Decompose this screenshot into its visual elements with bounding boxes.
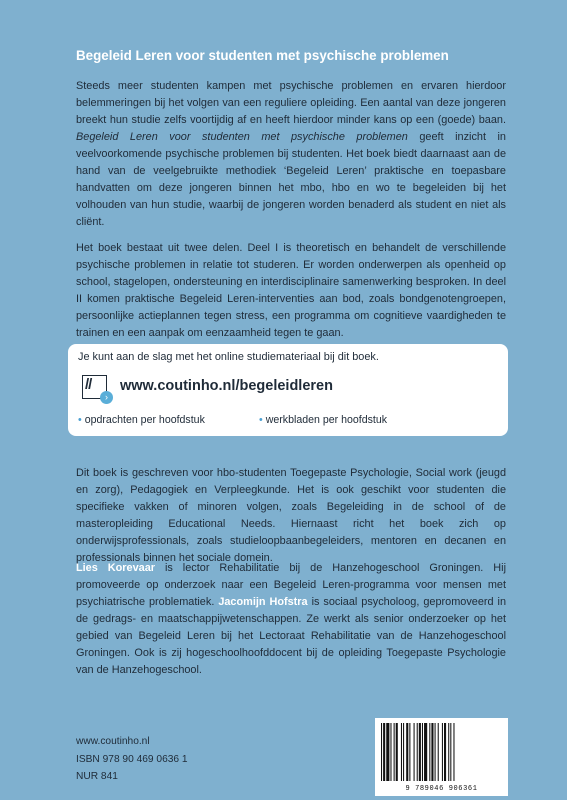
isbn-line: ISBN 978 90 469 0636 1 [76, 753, 188, 765]
barcode-bar [414, 723, 415, 781]
barcode-bar [401, 723, 402, 781]
barcode-bar [442, 723, 443, 781]
bullet-assignments [78, 414, 205, 426]
barcode-bar [424, 723, 427, 781]
online-material-logo-icon [82, 375, 108, 402]
arrow-right-icon: › [100, 391, 113, 404]
barcode-bar [406, 723, 408, 781]
barcode-bar [448, 723, 449, 781]
barcode-bar [435, 723, 436, 781]
barcode-bar [431, 723, 433, 781]
barcode-bar [417, 723, 418, 781]
author-name-korevaar: Lies Korevaar [76, 562, 155, 574]
publisher-website[interactable]: www.coutinho.nl [76, 736, 150, 747]
barcode-bar [383, 723, 385, 781]
publication-info [76, 733, 188, 786]
barcode-bar [429, 723, 430, 781]
intro-paragraph [76, 78, 506, 231]
barcode-number: 9 789046 906361 [405, 785, 478, 793]
barcode-bar [396, 723, 398, 781]
barcode-bar [390, 723, 391, 781]
bullet-assignments-label: opdrachten per hoofdstuk [84, 414, 205, 426]
barcode-bar [450, 723, 451, 781]
intro-text-end: geeft inzicht in veelvoorkomende psychische problemen bij studenten. Het boek biedt daarnaast aan de hand van de veelgebruikte methodiek ‘Begeleid Leren’ praktische en toepasbare handvatten om deze jongeren binnen het mbo, hbo en wo te begeleiden bij het volhouden van hun studie, waarbij de jongeren worden benaderd als student en niet als cliënt. [76, 131, 506, 229]
bullet-icon: • [259, 414, 263, 426]
intro-text-start: Steeds meer studenten kampen met psychische problemen en ervaren hierdoor belemmeringen bij het volgen van een reguliere opleiding. Een aantal van deze jongeren breekt hun studie zelfs voortijdig af en heeft hierdoor minder kans op een (goede) baan. [76, 80, 506, 127]
barcode-bar [419, 723, 421, 781]
online-material-url[interactable]: www.coutinho.nl/begeleidleren [120, 378, 333, 394]
barcode-bar [381, 723, 382, 781]
author-bio-hofstra: is sociaal psycholoog, gepromoveerd in de gedrags- en maatschappijwetenschappen. Ze werkt als senior onderzoeker op het gebied van Begeleid Leren bij het Lectoraat Rehabilitatie van de Hanzehogeschool Groningen. Ook is zij hogeschoolhoofddocent bij de opleiding Toegepaste Psychologie van de Hanzehogeschool. [76, 596, 507, 677]
barcode-bar [422, 723, 423, 781]
author-name-hofstra: Jacomijn Hofstra [218, 596, 308, 609]
bullet-icon: • [78, 414, 82, 426]
back-cover-title: Begeleid Leren voor studenten met psychische problemen [76, 48, 449, 63]
barcode-bar [453, 723, 454, 781]
isbn-barcode [375, 718, 508, 796]
barcode-bar [403, 723, 404, 781]
barcode-bar [438, 723, 439, 781]
structure-paragraph: Het boek bestaat uit twee delen. Deel I is theoretisch en behandelt de verschillende psychische problemen in relatie tot studeren. Er worden onderwerpen als openheid op school, stagelopen, ondersteuning en interdisciplinaire samenwerking besproken. In deel II komen praktische Begeleid Leren-interventies aan bod, zoals bondgenotengroepen, persoonlijke actieplannen tegen stress, een programma om cognitieve vaardigheden te trainen en een aanpak om eenzaamheid tegen te gaan. [76, 242, 506, 340]
logo-bars-icon: // [85, 376, 92, 393]
online-material-intro: Je kunt aan de slag met het online studiemateriaal bij dit boek. [78, 351, 379, 363]
online-material-box [68, 344, 508, 436]
bullet-worksheets [259, 414, 387, 426]
authors-paragraph [76, 560, 506, 679]
bullet-worksheets-label: werkbladen per hoofdstuk [265, 414, 388, 426]
barcode-bars [381, 723, 502, 781]
barcode-bar [386, 723, 389, 781]
nur-line: NUR 841 [76, 771, 118, 782]
barcode-bar [444, 723, 446, 781]
audience-paragraph: Dit boek is geschreven voor hbo-studenten Toegepaste Psychologie, Social work (jeugd en zorg), Pedagogiek en Verpleegkunde. Het is ook geschikt voor studenten die specifieke vakken of minoren volgen, zoals Begeleiding in de school of de masteropleiding Educational Needs. Hiernaast richt het boek zich op onderwijsprofessionals, zoals studieloopbaanbegeleiders, mentoren en decanen en professionals binnen het sociale domein. [76, 467, 506, 565]
barcode-bar [409, 723, 410, 781]
author-bio-korevaar: is lector Rehabilitatie bij de Hanzehogeschool Groningen. Hij promoveerde op onderzoek naar een Begeleid Leren-programma voor mensen met psychiatrische problematiek. [76, 562, 506, 609]
barcode-bar [394, 723, 395, 781]
book-title-italic: Begeleid Leren voor studenten met psychische problemen [76, 131, 408, 144]
